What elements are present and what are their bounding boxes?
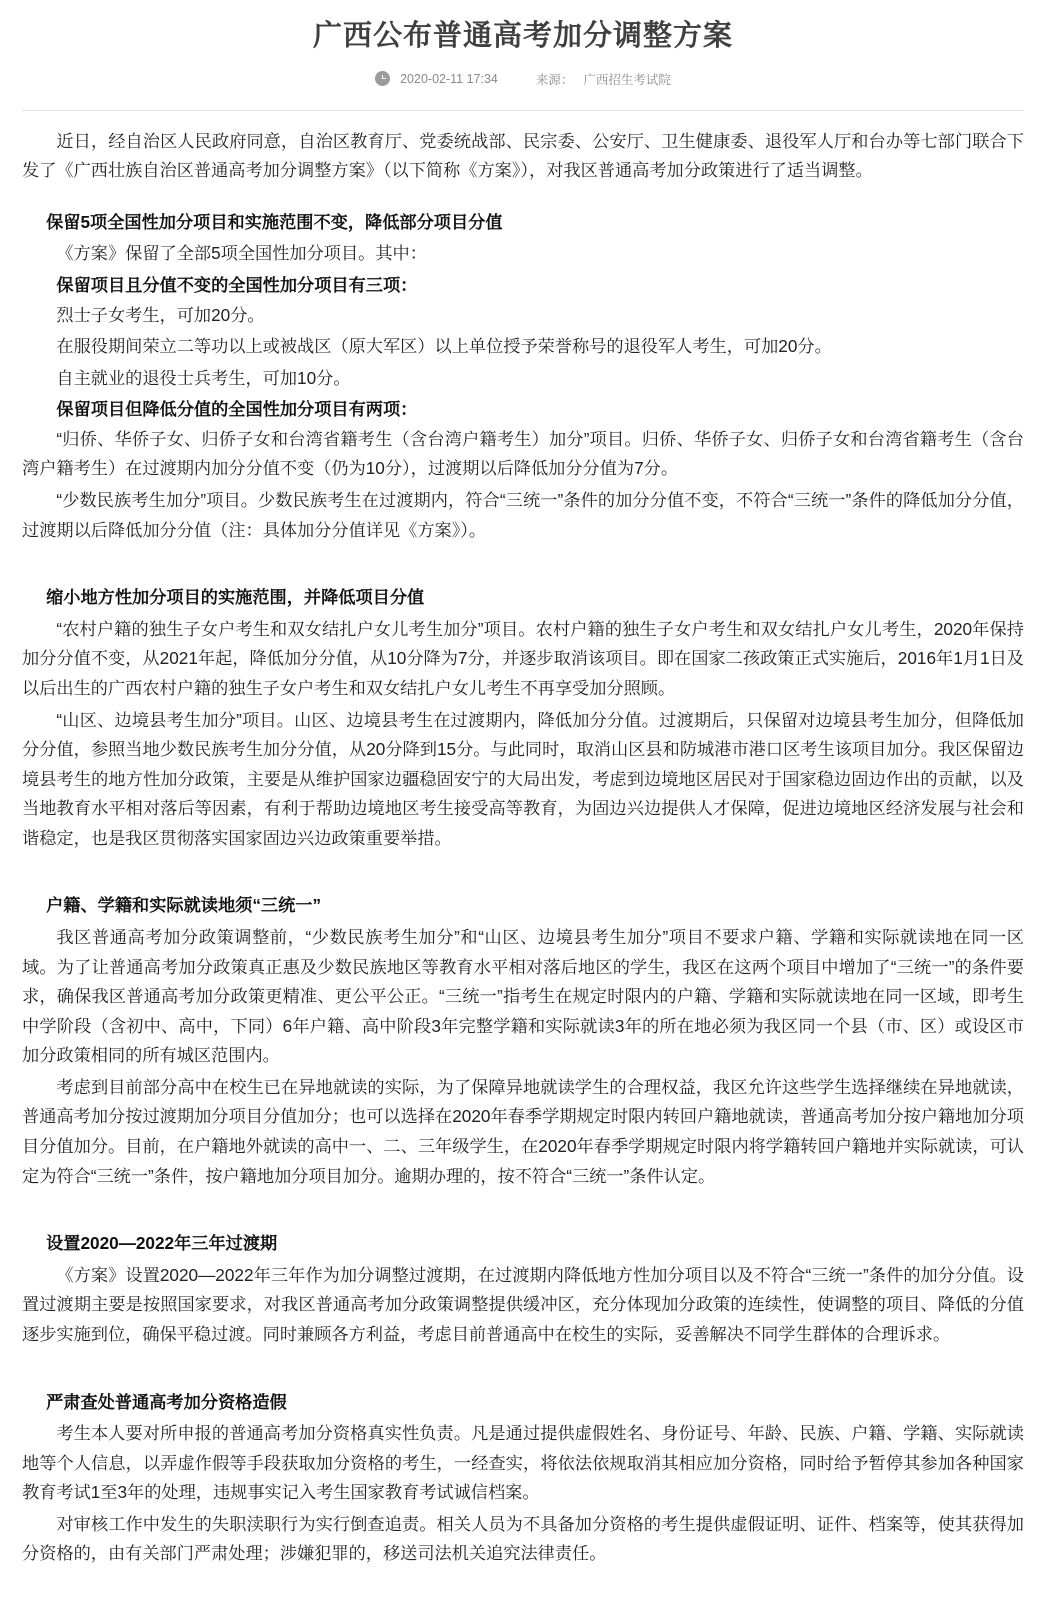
section-1-para-6: 保留项目但降低分值的全国性加分项目有两项： <box>56 399 418 420</box>
section-1-para-8: “少数民族考生加分”项目。少数民族考生在过渡期内，符合“三统一”条件的加分分值不变，不符合“三统一”条件的降低加分分值，过渡期以后降低加分分值（注：具体加分分值详见《方案》）。 <box>22 490 1024 540</box>
publish-date: 2020-02-11 17:34 <box>400 71 498 86</box>
section-4-para-1: 《方案》设置2020—2022年三年作为加分调整过渡期，在过渡期内降低地方性加分项目以及不符合“三统一”条件的加分分值。设置过渡期主要是按照国家要求，对我区普通高考加分政策调整提供缓冲区，充分体现加分政策的连续性，使调整的项目、降低的分值逐步实施到位，确保平稳过渡。同时兼顾各方利益，考虑目前普通高中在校生的实际，妥善解决不同学生群体的合理诉求。 <box>22 1264 1024 1344</box>
section-3-para-1: 我区普通高考加分政策调整前，“少数民族考生加分”和“山区、边境县考生加分”项目不要求户籍、学籍和实际就读地在同一区域。为了让普通高考加分政策真正惠及少数民族地区等教育水平相对落后地区的学生，我区在这两个项目中增加了“三统一”的条件要求，确保我区普通高考加分政策更精准、更公平公正。“三统一”指考生在规定时限内的户籍、学籍和实际就读地在同一区域，即考生中学阶段（含初中、高中，下同）6年户籍、高中阶段3年完整学籍和实际就读3年的所在地必须为我区同一个县（市、区）或设区市加分政策相同的所有城区范围内。 <box>22 926 1024 1066</box>
section-3-para-2: 考虑到目前部分高中在校生已在异地就读的实际，为了保障异地就读学生的合理权益，我区允许这些学生选择继续在异地就读，普通高考加分按过渡期加分项目分值加分；也可以选择在2020年春季学期规定时限内转回户籍地就读，普通高考加分按户籍地加分项目分值加分。目前，在户籍地外就读的高中一、二、三年级学生，在2020年春季学期规定时限内将学籍转回户籍地并实际就读，可认定为符合“三统一”条件，按户籍地加分项目加分。逾期办理的，按不符合“三统一”条件认定。 <box>22 1076 1024 1186</box>
spacer-2 <box>22 855 1024 869</box>
spacer-1 <box>22 547 1024 561</box>
section-5-para-2: 对审核工作中发生的失职渎职行为实行倒查追责。相关人员为不具备加分资格的考生提供虚假证明、证件、档案等，使其获得加分资格的，由有关部门严肃处理；涉嫌犯罪的，移送司法机关追究法律责任。 <box>22 1513 1024 1564</box>
article-meta <box>30 70 1016 88</box>
section-1-para-7: “归侨、华侨子女、归侨子女和台湾省籍考生（含台湾户籍考生）加分”项目。归侨、华侨子女、归侨子女和台湾省籍考生（含台湾户籍考生）在过渡期内加分分值不变（仍为10分），过渡期以后降低加分分值为7分。 <box>22 428 1024 479</box>
section-1-para-3: 烈士子女考生，可加20分。 <box>56 304 265 325</box>
page-title: 广西公布普通高考加分调整方案 <box>312 20 733 52</box>
section-1-para-5: 自主就业的退役士兵考生，可加10分。 <box>56 367 351 388</box>
section-heading-1: 保留5项全国性加分项目和实施范围不变，降低部分项目分值 <box>46 211 503 232</box>
spacer-3 <box>22 1193 1024 1207</box>
lead-paragraph: 近日，经自治区人民政府同意，自治区教育厅、党委统战部、民宗委、公安厅、卫生健康委、退役军人厅和台办等七部门联合下发了《广西壮族自治区普通高考加分调整方案》（以下简称《方案》），对我区普通高考加分政策进行了适当调整。 <box>22 130 1024 181</box>
section-2-para-2: “山区、边境县考生加分”项目。山区、边境县考生在过渡期内，降低加分分值。过渡期后，只保留对边境县考生加分，但降低加分分值，参照当地少数民族考生加分分值，从20分降到15分。与此同时，取消山区县和防城港市港口区考生该项目加分。我区保留边境县考生的地方性加分政策，主要是从维护国家边疆稳固安宁的大局出发，考虑到边境地区居民对于国家稳边固边作出的贡献，以及当地教育水平相对落后等因素，有利于帮助边境地区考生接受高等教育，为固边兴边提供人才保障，促进边境地区经济发展与社会和谐稳定，也是我区贯彻落实国家固边兴边政策重要举措。 <box>22 709 1024 848</box>
section-heading-5: 严肃查处普通高考加分资格造假 <box>46 1391 287 1412</box>
article-header <box>0 0 1046 98</box>
section-1-para-1: 《方案》保留了全部5项全国性加分项目。其中： <box>56 243 427 264</box>
section-heading-3: 户籍、学籍和实际就读地须“三统一” <box>46 895 322 916</box>
section-1-para-2: 保留项目且分值不变的全国性加分项目有三项： <box>56 275 418 295</box>
clock-icon <box>375 71 390 86</box>
section-5-para-1: 考生本人要对所申报的普通高考加分资格真实性负责。凡是通过提供虚假姓名、身份证号、年龄、民族、户籍、学籍、实际就读地等个人信息，以弄虚作假等手段获取加分资格的考生，一经查实，将依法依规取消其相应加分资格，同时给予暂停其参加各种国家教育考试1至3年的处理，违规事实记入考生国家教育考试诚信档案。 <box>22 1423 1024 1503</box>
spacer-4 <box>22 1352 1024 1366</box>
section-1-para-4: 在服役期间荣立二等功以上或被战区（原大军区）以上单位授予荣誉称号的退役军人考生，可加20分。 <box>56 336 832 357</box>
source-name: 广西招生考试院 <box>583 72 671 87</box>
article-body <box>0 111 1046 1597</box>
section-heading-4: 设置2020—2022年三年过渡期 <box>46 1233 278 1254</box>
section-2-para-1: “农村户籍的独生子女户考生和双女结扎户女儿考生加分”项目。农村户籍的独生子女户考生和双女结扎户女儿考生，2020年保持加分分值不变，从2021年起，降低加分分值，从10分降为7分，并逐步取消该项目。即在国家二孩政策正式实施后，2016年1月1日及以后出生的广西农村户籍的独生子女户考生和双女结扎户女儿考生不再享受加分照顾。 <box>22 618 1024 698</box>
section-heading-2: 缩小地方性加分项目的实施范围，并降低项目分值 <box>46 587 425 608</box>
source-label: 来源： <box>535 72 574 87</box>
